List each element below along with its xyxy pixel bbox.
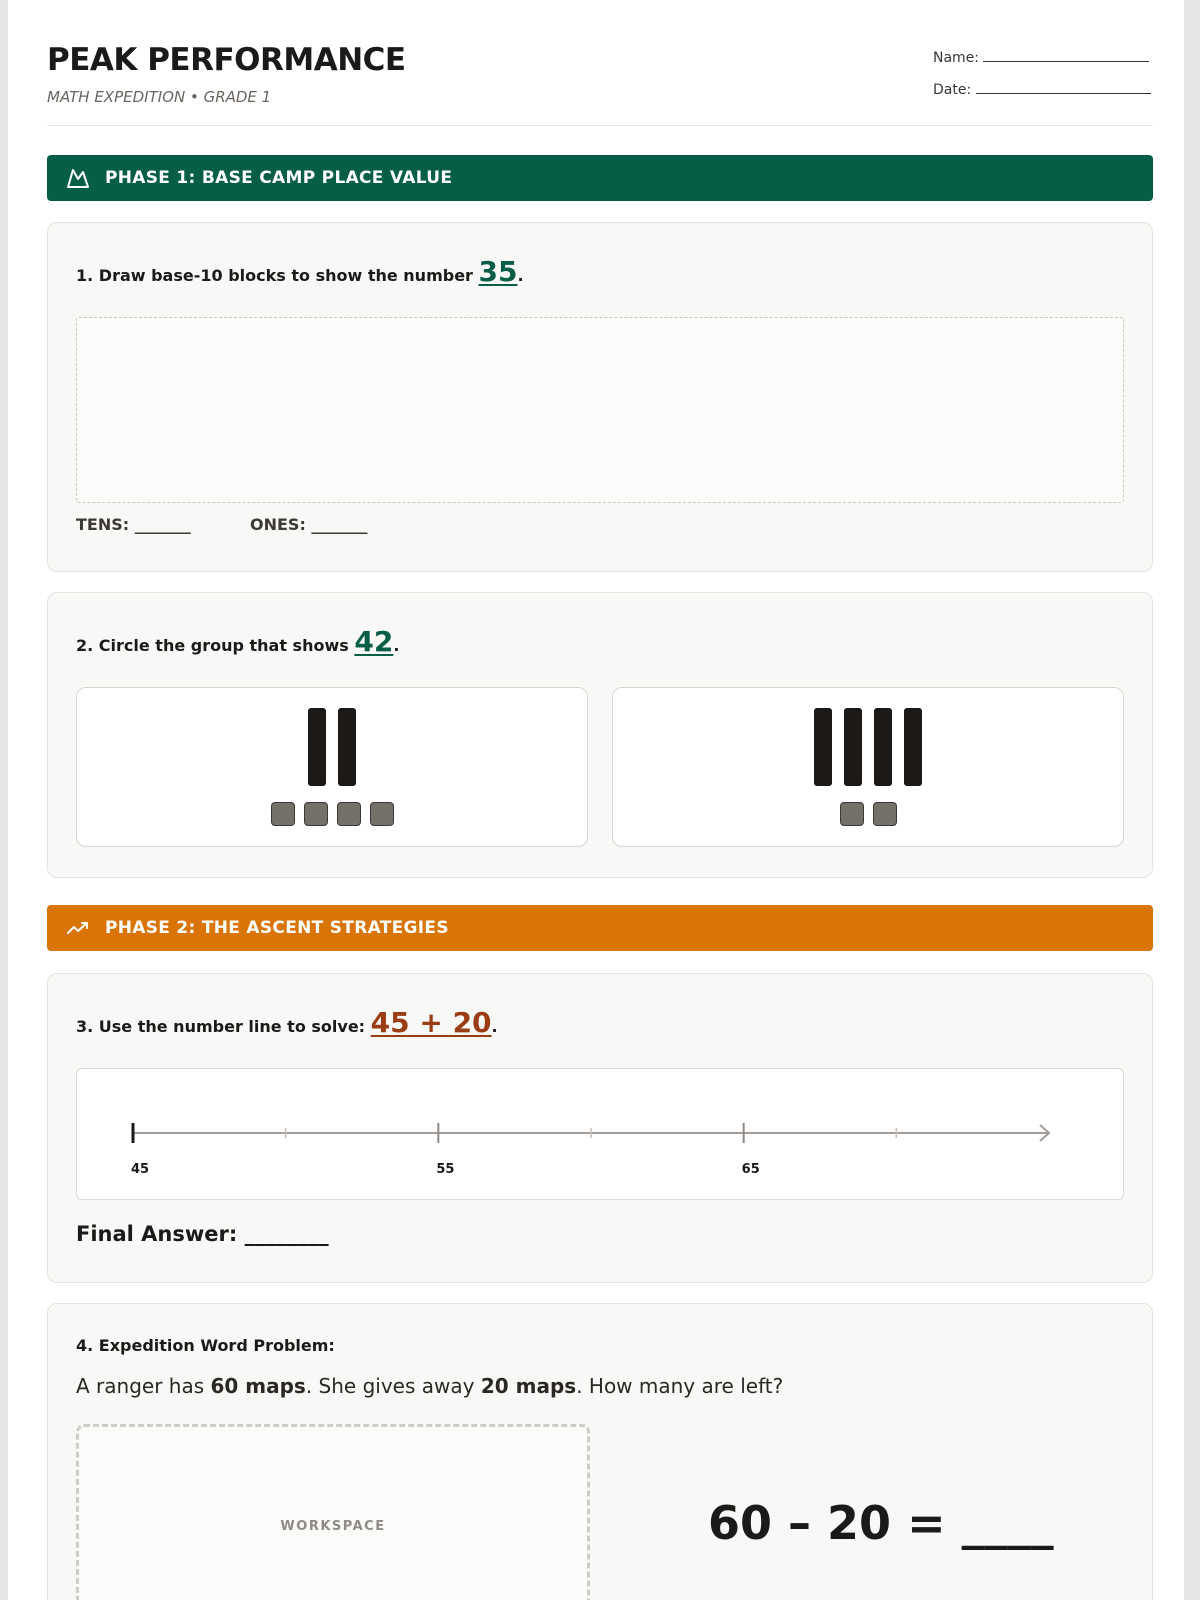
- one-cube: [873, 802, 897, 826]
- date-label: Date:: [933, 82, 972, 98]
- tens-blank[interactable]: TENS: _______: [76, 515, 191, 534]
- question-3-text: 3. Use the number line to solve:: [76, 1017, 366, 1036]
- worksheet-subtitle: MATH EXPEDITION • GRADE 1: [47, 88, 272, 106]
- one-cube: [337, 802, 361, 826]
- phase1-banner: [47, 155, 1153, 201]
- choice-option-b[interactable]: [612, 687, 1124, 847]
- ones-blank[interactable]: ONES: _______: [250, 515, 368, 534]
- name-line[interactable]: [983, 51, 1149, 62]
- question-1-target: 35: [478, 255, 518, 288]
- workspace-area[interactable]: [76, 1424, 590, 1600]
- question-1-prompt: 1. Draw base-10 blocks to show the number 35.: [76, 255, 524, 288]
- ten-rod: [338, 708, 356, 786]
- phase2-banner: [47, 905, 1153, 951]
- number-line-box[interactable]: [76, 1068, 1124, 1200]
- word-problem-text: [76, 1374, 783, 1398]
- ten-rod: [874, 708, 892, 786]
- word-problem-quantity-a: 60 maps: [210, 1374, 306, 1398]
- tick-label: 65: [741, 1162, 760, 1177]
- date-field[interactable]: [933, 82, 1151, 98]
- question-1-card: [47, 222, 1153, 572]
- number-line[interactable]: [77, 1069, 1123, 1199]
- trending-up-icon: [65, 915, 91, 941]
- date-line[interactable]: [976, 83, 1151, 94]
- choice-option-a[interactable]: [76, 687, 588, 847]
- phase2-label: PHASE 2: THE ASCENT STRATEGIES: [105, 918, 449, 938]
- question-2-card: [47, 592, 1153, 878]
- word-problem-part: . How many are left?: [576, 1374, 784, 1398]
- question-1-text: 1. Draw base-10 blocks to show the number: [76, 266, 473, 285]
- one-cube: [370, 802, 394, 826]
- word-problem-quantity-b: 20 maps: [480, 1374, 577, 1398]
- question-4-card: [47, 1303, 1153, 1600]
- final-answer-blank[interactable]: Final Answer: ________: [76, 1222, 329, 1246]
- ten-rod: [814, 708, 832, 786]
- header-divider: [47, 125, 1153, 126]
- tick-label: 55: [436, 1162, 455, 1177]
- question-3-target: 45 + 20: [370, 1006, 492, 1039]
- name-label: Name:: [933, 50, 980, 66]
- ten-rod: [904, 708, 922, 786]
- question-2-target: 42: [354, 625, 394, 658]
- one-cube: [840, 802, 864, 826]
- worksheet-page: [8, 0, 1184, 1600]
- one-cube: [304, 802, 328, 826]
- drawing-area[interactable]: [76, 317, 1124, 503]
- question-3-card: [47, 973, 1153, 1283]
- worksheet-title: PEAK PERFORMANCE: [47, 42, 406, 78]
- word-problem-part: A ranger has: [76, 1374, 211, 1398]
- word-problem-part: . She gives away: [305, 1374, 481, 1398]
- subtraction-equation[interactable]: 60 – 20 = ____: [708, 1496, 1054, 1550]
- name-field[interactable]: [933, 50, 1149, 66]
- tick-label: 45: [131, 1162, 150, 1177]
- ten-rod: [844, 708, 862, 786]
- question-3-prompt: 3. Use the number line to solve: 45 + 20.: [76, 1006, 498, 1039]
- workspace-label: WORKSPACE: [280, 1519, 386, 1534]
- phase1-label: PHASE 1: BASE CAMP PLACE VALUE: [105, 168, 453, 188]
- ten-rod: [308, 708, 326, 786]
- question-4-title: 4. Expedition Word Problem:: [76, 1336, 335, 1355]
- question-2-prompt: 2. Circle the group that shows 42.: [76, 625, 400, 658]
- one-cube: [271, 802, 295, 826]
- mountain-icon: [65, 165, 91, 191]
- question-2-text: 2. Circle the group that shows: [76, 636, 349, 655]
